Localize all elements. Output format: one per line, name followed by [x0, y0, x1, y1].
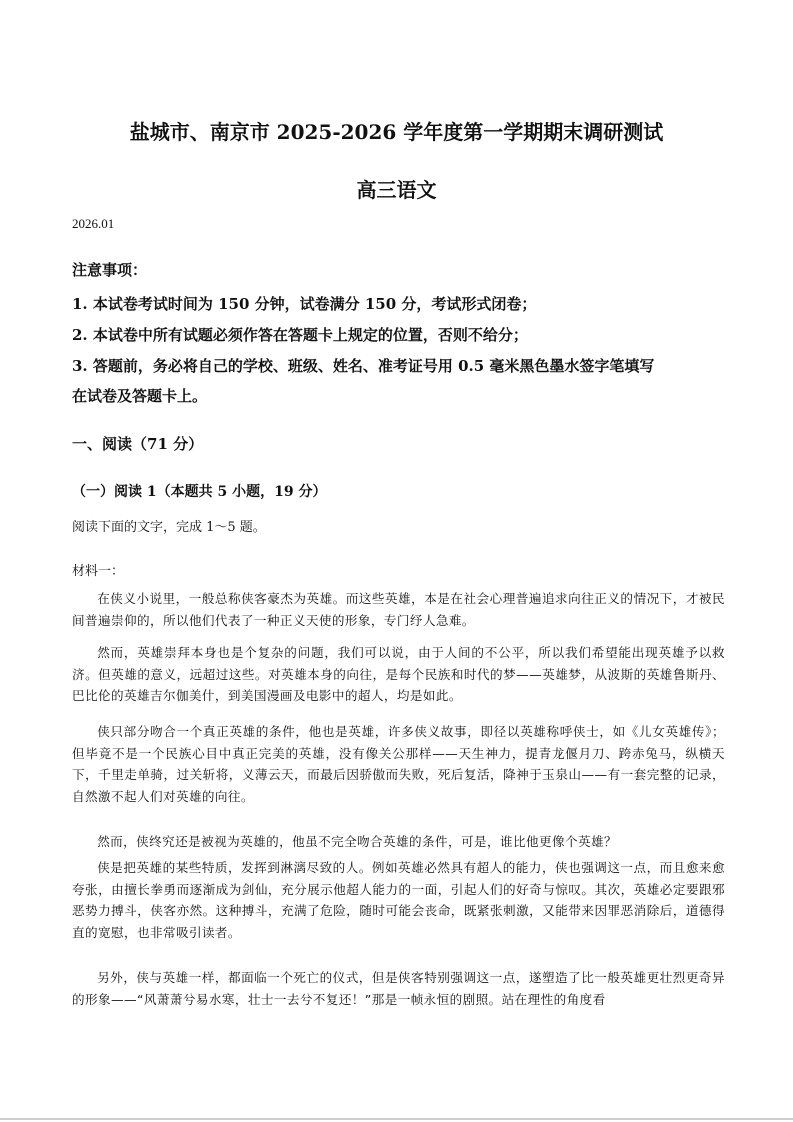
passage-paragraph-5: 侠是把英雄的某些特质，发挥到淋漓尽致的人。例如英雄必然具有超人的能力，侠也强调这一点，而且愈来愈夸张，由擅长拳勇而逐渐成为剑仙，充分展示他超人能力的一面，引起人们的好奇与惊叹。其次，英雄必定要跟邪恶势力搏斗，侠客亦然。这种搏斗，充满了危险，随时可能会丧命，既紧张刺激，又能带来因罪恶消除后，道德得直的宽慰，也非常吸引读者。: [72, 860, 725, 940]
page-bottom-divider: [0, 1118, 793, 1120]
passage-paragraph-1: 在侠义小说里，一般总称侠客豪杰为英雄。而这些英雄，本是在社会心理普遍追求向往正义的情况下，才被民间普遍崇仰的，所以他们代表了一种正义天使的形象，专门纾人急难。: [72, 591, 725, 628]
notice-item-2: 2. 本试卷中所有试题必须作答在答题卡上规定的位置，否则不给分；: [72, 326, 528, 344]
exam-title: 盐城市、南京市 2025-2026 学年度第一学期期末调研测试: [129, 120, 664, 144]
passage-paragraph-6: 另外，侠与英雄一样，都面临一个死亡的仪式，但是侠客特别强调这一点，遂塑造了比一般英雄更壮烈更奇异的形象——“风萧萧兮易水寒，壮士一去兮不复还！”那是一帧永恒的剧照。站在理性的角度看: [72, 970, 725, 1007]
passage-paragraph-4: 然而，侠终究还是被视为英雄的，他虽不完全吻合英雄的条件，可是，谁比他更像个英雄？: [97, 834, 617, 849]
passage-paragraph-2: 然而，英雄崇拜本身也是个复杂的问题，我们可以说，由于人间的不公平，所以我们希望能出现英雄予以救济。但英雄的意义，远超过这些。对英雄本身的向往，是每个民族和时代的梦——英雄梦，从波斯的英雄鲁斯丹、巴比伦的英雄吉尔伽美什，到美国漫画及电影中的超人，均是如此。: [72, 645, 725, 703]
notice-item-3: 3. 答题前，务必将自己的学校、班级、姓名、准考证号用 0.5 毫米黑色墨水签字笔填写: [72, 357, 655, 375]
material-label: 材料一：: [72, 564, 125, 579]
notice-heading: 注意事项：: [72, 261, 148, 279]
exam-date: 2026.01: [72, 216, 115, 231]
section-heading: 一、阅读（71 分）: [72, 435, 204, 453]
subject-title: 高三语文: [356, 178, 437, 202]
passage-paragraph-3: 侠只部分吻合一个真正英雄的条件，他也是英雄，许多侠义故事，即径以英雄称呼侠士，如《儿女英雄传》；但毕竟不是一个民族心目中真正完美的英雄，没有像关公那样——天生神力，提青龙偃月刀、跨赤兔马，纵横天下，千里走单骑，过关斩将，义薄云天，而最后因骄傲而失败，死后复活，降神于玉泉山——有一套完整的记录，自然激不起人们对英雄的向往。: [72, 724, 725, 804]
subsection-heading: （一）阅读 1（本题共 5 小题，19 分）: [72, 484, 327, 500]
notice-item-3-continued: 在试卷及答题卡上。: [72, 387, 208, 405]
reading-instruction: 阅读下面的文字，完成 1～5 题。: [72, 520, 266, 535]
notice-item-1: 1. 本试卷考试时间为 150 分钟，试卷满分 150 分，考试形式闭卷；: [72, 295, 537, 313]
